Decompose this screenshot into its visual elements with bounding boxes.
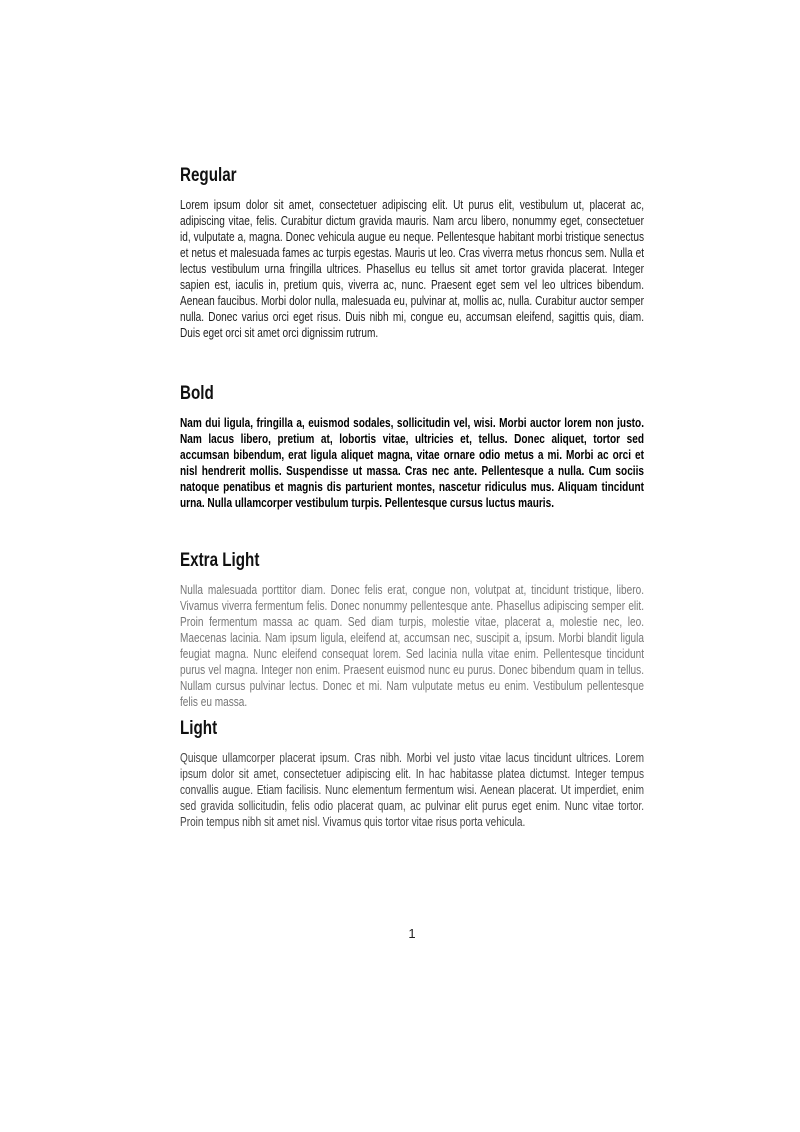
section-body-light: Quisque ullamcorper placerat ipsum. Cras nibh. Morbi vel justo vitae lacus tincidunt ultrices. Lorem ipsum dolor sit amet, consectetuer adipiscing elit. In hac habitasse platea dictumst. Integer tempus convallis augue. Etiam facilisis. Nunc elementum fermentum wisi. Aenean placerat. Ut imperdiet, enim sed gravida sollicitudin, felis odio placerat quam, ac pulvinar elit purus eget enim. Nunc vitae tortor. Proin tempus nibh sit amet nisl. Vivamus quis tortor vitae risus porta vehicula.	[180, 751, 644, 829]
section-body-extra-light: Nulla malesuada porttitor diam. Donec felis erat, congue non, volutpat at, tincidunt tristique, libero. Vivamus viverra fermentum felis. Donec nonummy pellentesque ante. Phasellus adipiscing semper elit. Proin fermentum massa ac quam. Sed diam turpis, molestie vitae, placerat a, molestie nec, leo. Maecenas lacinia. Nam ipsum ligula, eleifend at, accumsan nec, suscipit a, ipsum. Morbi blandit ligula feugiat magna. Nunc eleifend consequat lorem. Sed lacinia nulla vitae enim. Pellentesque tincidunt purus vel magna. Integer non enim. Praesent euismod nunc eu purus. Donec bibendum quam in tellus. Nullam cursus pulvinar lectus. Donec et mi. Nam vulputate metus eu enim. Vestibulum pellentesque felis eu massa.	[180, 583, 644, 709]
section-body-bold: Nam dui ligula, fringilla a, euismod sodales, sollicitudin vel, wisi. Morbi auctor lorem non justo. Nam lacus libero, pretium at, lobortis vitae, ultricies et, tellus. Donec aliquet, tortor sed accumsan bibendum, erat ligula aliquet magna, vitae ornare odio metus a mi. Morbi ac orci et nisl hendrerit mollis. Suspendisse ut massa. Cras nec ante. Pellentesque a nulla. Cum sociis natoque penatibus et magnis dis parturient montes, nascetur ridiculus mus. Aliquam tincidunt urna. Nulla ullamcorper vestibulum turpis. Pellentesque cursus luctus mauris.	[180, 416, 644, 510]
section-heading-regular: Regular	[180, 165, 237, 186]
section-heading-extra-light: Extra Light	[180, 550, 260, 571]
page-number: 1	[408, 926, 416, 941]
section-extra-light	[180, 551, 644, 710]
section-bold	[180, 384, 644, 511]
section-light	[180, 719, 644, 830]
section-body-regular: Lorem ipsum dolor sit amet, consectetuer adipiscing elit. Ut purus elit, vestibulum ut, placerat ac, adipiscing vitae, felis. Curabitur dictum gravida mauris. Nam arcu libero, nonummy eget, consectetuer id, vulputate a, magna. Donec vehicula augue eu neque. Pellentesque habitant morbi tristique senectus et netus et malesuada fames ac turpis egestas. Mauris ut leo. Cras viverra metus rhoncus sem. Nulla et lectus vestibulum urna fringilla ultrices. Phasellus eu tellus sit amet tortor gravida placerat. Integer sapien est, iaculis in, pretium quis, viverra ac, nunc. Praesent eget sem vel leo ultrices bibendum. Aenean faucibus. Morbi dolor nulla, malesuada eu, pulvinar at, mollis ac, nulla. Curabitur auctor semper nulla. Donec varius orci eget risus. Duis nibh mi, congue eu, accumsan eleifend, sagittis quis, diam. Duis eget orci sit amet orci dignissim rutrum.	[180, 198, 644, 340]
section-heading-bold: Bold	[180, 383, 214, 404]
section-regular	[180, 166, 644, 341]
section-heading-light: Light	[180, 718, 218, 739]
